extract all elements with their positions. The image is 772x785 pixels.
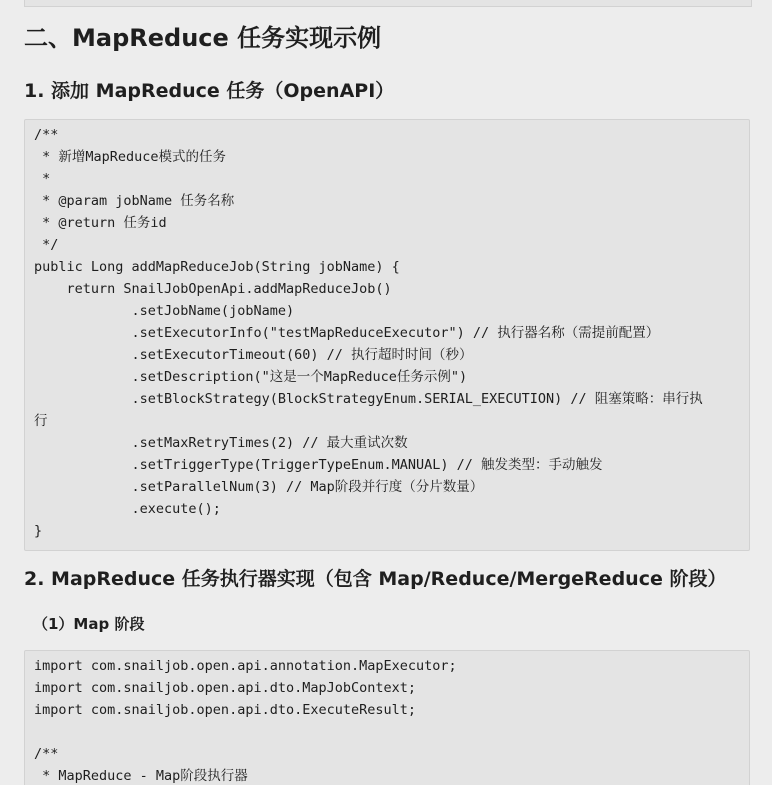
code-line: public Long addMapReduceJob(String jobName) { — [34, 259, 400, 275]
code-line: .setExecutorTimeout(60) // 执行超时时间（秒） — [34, 347, 473, 363]
code-line: .setDescription("这是一个MapReduce任务示例") — [34, 369, 468, 385]
code-line: import com.snailjob.open.api.dto.MapJobContext; — [34, 680, 417, 696]
code-line: /** — [34, 746, 59, 762]
code-line: } — [34, 523, 43, 539]
code-line: import com.snailjob.open.api.dto.ExecuteResult; — [34, 702, 417, 718]
code-block-add-job[interactable] — [24, 119, 750, 551]
code-line: * MapReduce - Map阶段执行器 — [34, 768, 248, 784]
code-line — [34, 721, 740, 743]
code-line: return SnailJobOpenApi.addMapReduceJob() — [34, 281, 392, 297]
code-line: .setParallelNum(3) // Map阶段并行度（分片数量） — [34, 479, 484, 495]
previous-code-block-edge — [24, 0, 752, 7]
section-title: 二、MapReduce 任务实现示例 — [24, 24, 382, 52]
code-line: .setExecutorInfo("testMapReduceExecutor") // 执行器名称（需提前配置） — [34, 325, 660, 341]
code-line: 行 — [34, 413, 48, 429]
code-line: .setTriggerType(TriggerTypeEnum.MANUAL) // 触发类型：手动触发 — [34, 457, 603, 473]
map-stage-title: （1）Map 阶段 — [33, 615, 145, 633]
code-line: * — [34, 171, 51, 187]
code-line: .setJobName(jobName) — [34, 303, 295, 319]
subsection-1-title: 1. 添加 MapReduce 任务（OpenAPI） — [24, 80, 395, 102]
code-line: import com.snailjob.open.api.annotation.MapExecutor; — [34, 658, 457, 674]
code-line: * @return 任务id — [34, 215, 167, 231]
code-line: */ — [34, 237, 59, 253]
code-line: * @param jobName 任务名称 — [34, 193, 235, 209]
code-line: * 新增MapReduce模式的任务 — [34, 149, 227, 165]
code-line: .setMaxRetryTimes(2) // 最大重试次数 — [34, 435, 408, 451]
subsection-2-title: 2. MapReduce 任务执行器实现（包含 Map/Reduce/MergeReduce 阶段） — [24, 568, 727, 590]
code-line: /** — [34, 127, 59, 143]
code-line: .execute(); — [34, 501, 221, 517]
code-block-map-executor[interactable] — [24, 650, 750, 785]
code-line: .setBlockStrategy(BlockStrategyEnum.SERIAL_EXECUTION) // 阻塞策略：串行执 — [34, 391, 703, 407]
